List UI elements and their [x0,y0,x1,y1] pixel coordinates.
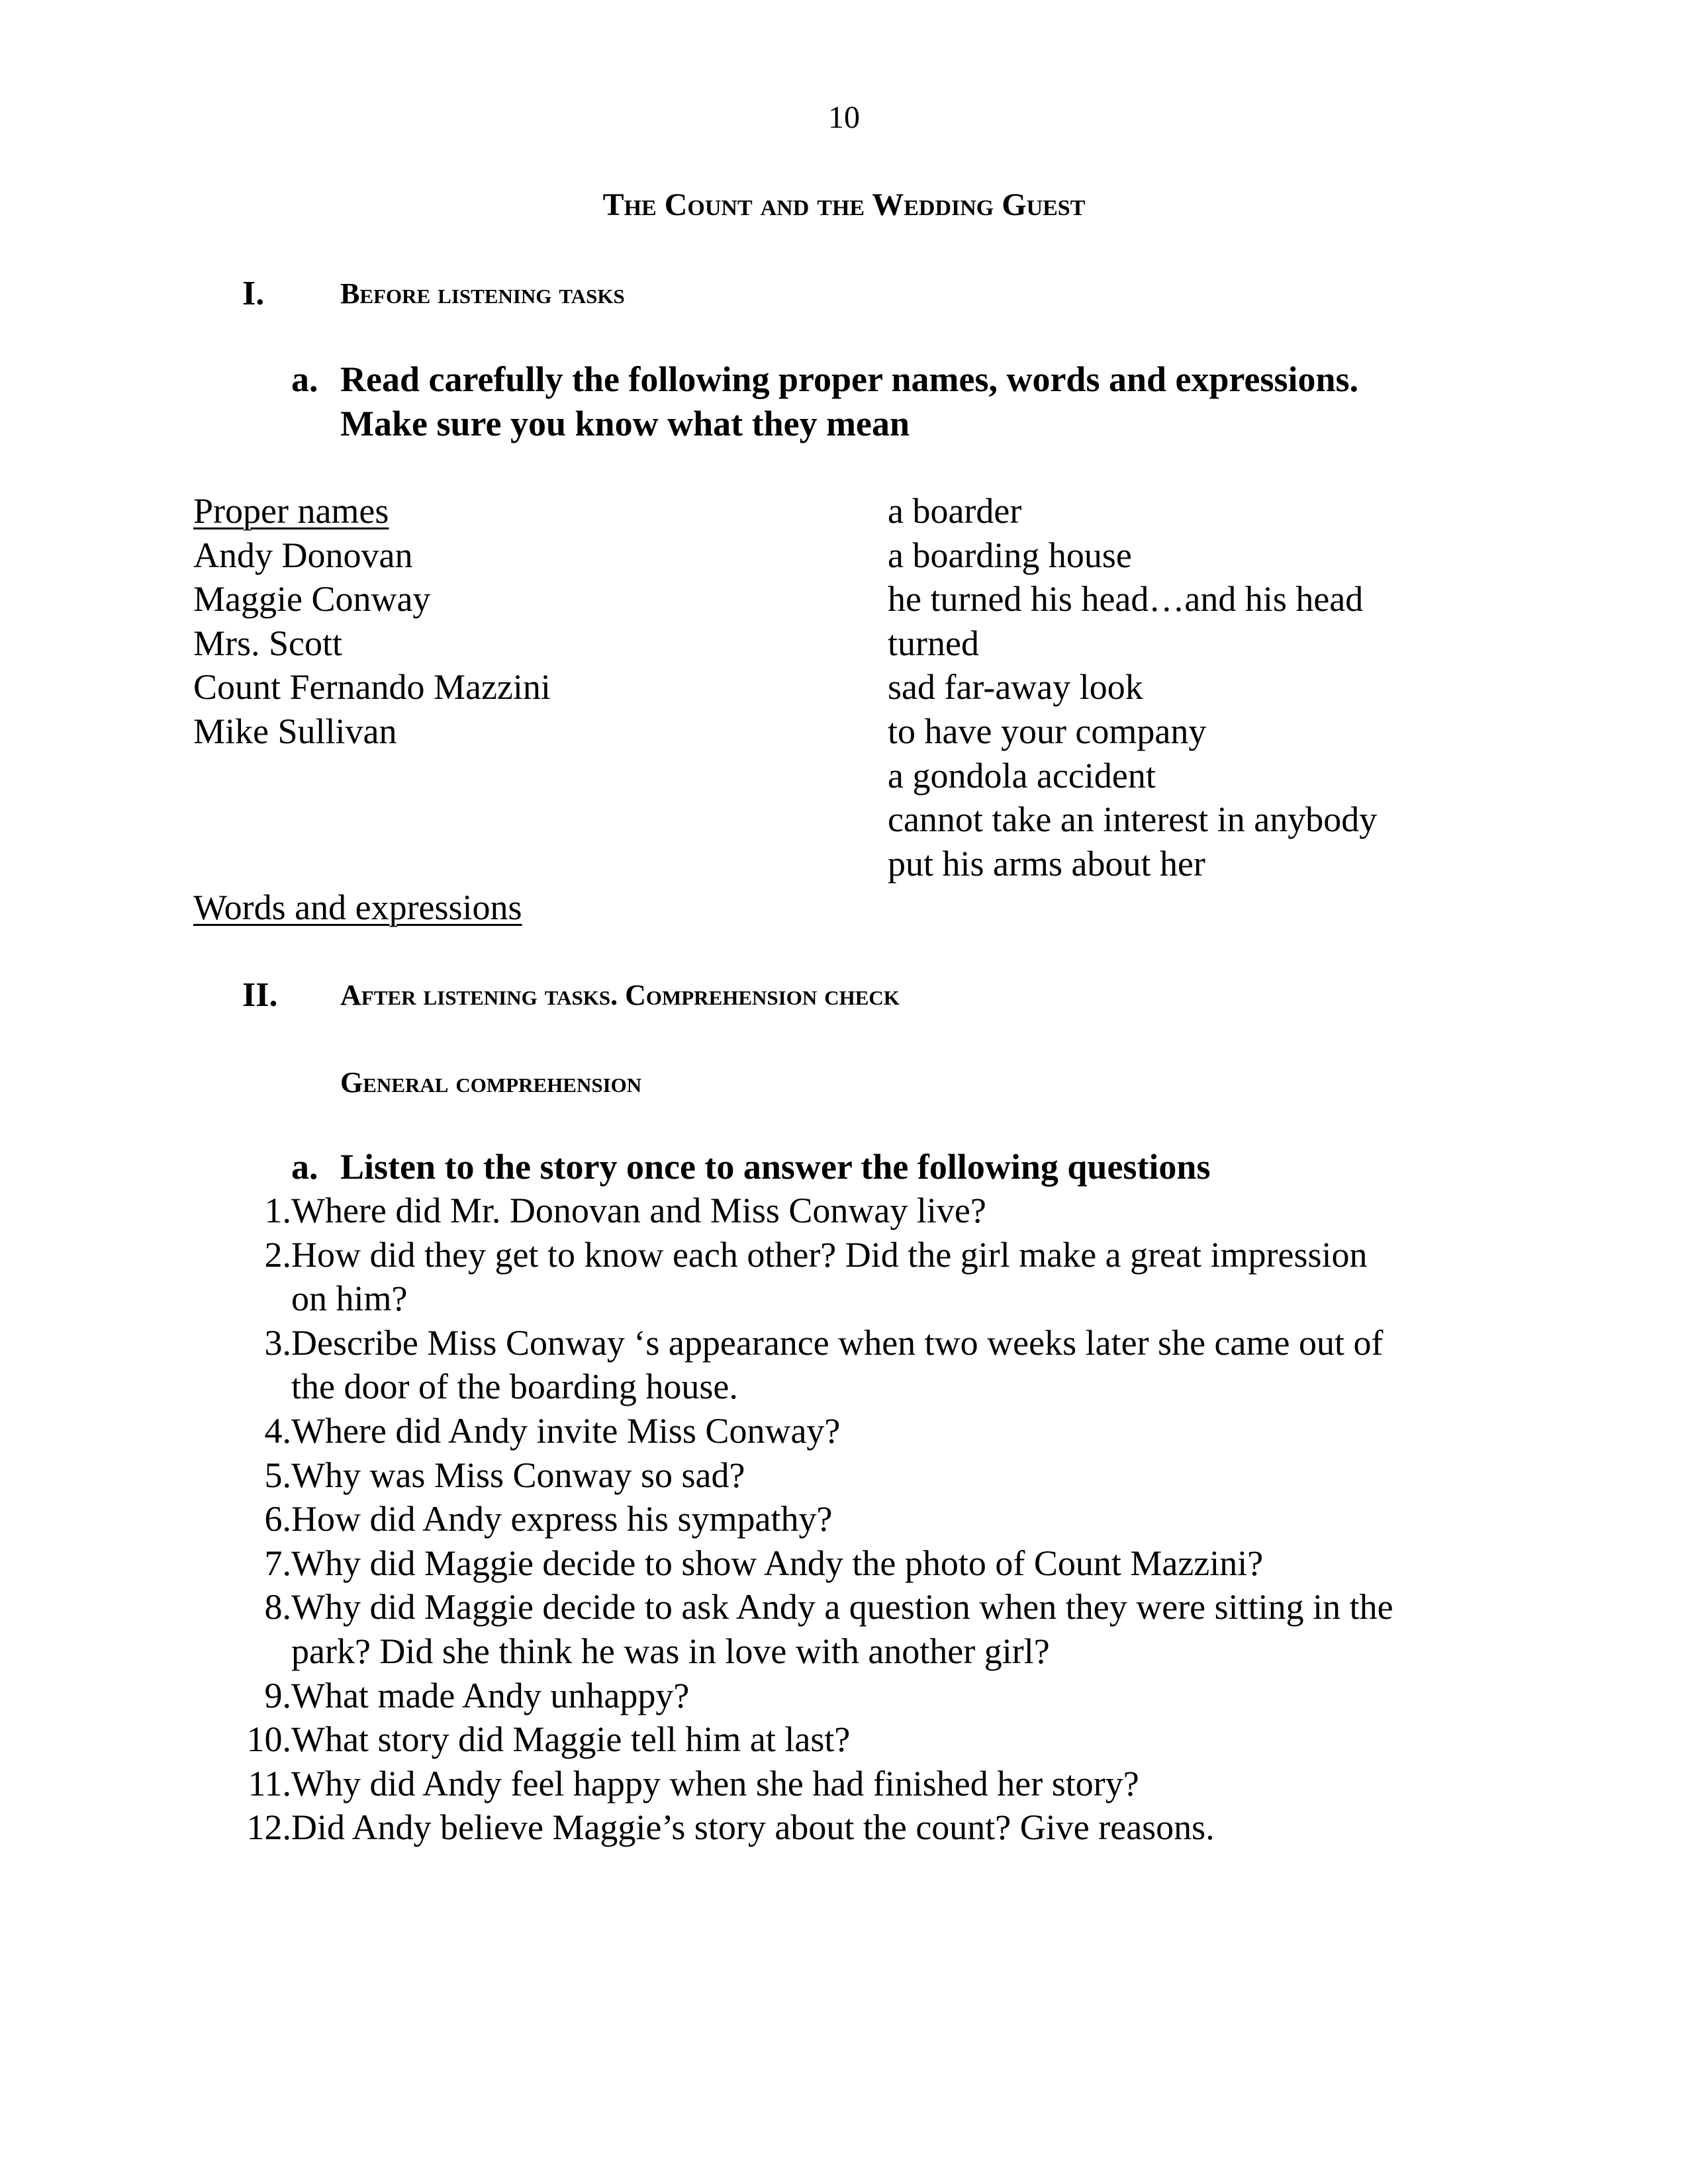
question-text: Why did Maggie decide to show Andy the photo of Count Mazzini? [291,1543,1264,1583]
story-title: The Count and the Wedding Guest [602,187,1086,222]
question-text: Where did Mr. Donovan and Miss Conway live? [291,1191,986,1230]
question-item [236,1805,1493,1850]
question-item [236,1233,1493,1321]
question-number: 5. [264,1455,291,1495]
question-number: 3. [264,1322,291,1363]
proper-name-item: Mike Sullivan [193,711,397,751]
question-item [236,1409,1493,1453]
question-text: Why did Andy feel happy when she had finished her story? [291,1763,1139,1803]
question-item [236,1541,1493,1586]
section-2-heading: After listening tasks. Comprehension check [340,979,900,1011]
question-item [236,1321,1493,1409]
section-2-numeral: II. [242,976,278,1014]
expressions-column [888,489,1377,886]
question-item [236,1717,1493,1762]
question-text: How did they get to know each other? Did the girl make a great impression [291,1234,1368,1275]
question-text: Why was Miss Conway so sad? [291,1455,745,1495]
question-text: Describe Miss Conway ‘s appearance when two weeks later she came out of [291,1322,1383,1363]
question-text-cont: park? Did she think he was in love with another girl? [291,1631,1050,1671]
question-item [236,1674,1493,1718]
proper-names-column [193,489,551,754]
task-1a-letter: a. [291,359,318,399]
words-expressions-heading: Words and expressions [193,887,522,927]
general-comprehension-subheading: General comprehension [340,1066,642,1099]
expression-item: put his arms about her [888,843,1205,884]
expression-item: sad far-away look [888,667,1143,707]
task-2a-letter: a. [291,1147,318,1187]
question-number: 8. [264,1587,291,1627]
expression-item: to have your company [888,711,1207,751]
question-text-cont: on him? [291,1279,408,1319]
proper-name-item: Count Fernando Mazzini [193,667,551,707]
question-text: How did Andy express his sympathy? [291,1499,833,1539]
question-number: 2. [264,1234,291,1275]
task-2a-text: Listen to the story once to answer the following questions [340,1147,1211,1187]
question-text-cont: the door of the boarding house. [291,1367,738,1407]
section-1-heading: Before listening tasks [340,277,625,310]
question-text: Why did Maggie decide to ask Andy a question when they were sitting in the [291,1587,1393,1627]
question-list [236,1189,1493,1850]
question-number: 6. [264,1499,291,1539]
question-number: 10. [246,1719,291,1760]
question-text: Did Andy believe Maggie’s story about the count? Give reasons. [291,1807,1215,1848]
question-item [236,1189,1493,1233]
question-number: 11. [248,1763,291,1803]
question-text: What story did Maggie tell him at last? [291,1719,851,1760]
question-item [236,1762,1493,1806]
expression-item: he turned his head…and his head [888,579,1364,619]
question-number: 12. [246,1807,291,1848]
task-1a-line-1: Read carefully the following proper names, words and expressions. [340,359,1359,399]
question-text: What made Andy unhappy? [291,1675,690,1715]
proper-name-item: Maggie Conway [193,579,431,619]
task-1a-line-2: Make sure you know what they mean [340,404,910,443]
question-number: 1. [264,1191,291,1230]
proper-names-heading: Proper names [193,491,389,531]
question-item [236,1497,1493,1541]
expression-item: a boarding house [888,535,1132,575]
question-item [236,1585,1493,1673]
expression-item: cannot take an interest in anybody [888,799,1378,840]
page-number: 10 [828,100,860,135]
expression-item: a boarder [888,491,1022,531]
question-number: 9. [264,1675,291,1715]
expression-item: turned [888,623,979,663]
proper-name-item: Andy Donovan [193,535,413,575]
expression-item: a gondola accident [888,755,1156,796]
question-text: Where did Andy invite Miss Conway? [291,1410,841,1451]
section-1-numeral: I. [242,275,265,312]
question-number: 4. [264,1410,291,1451]
question-item [236,1453,1493,1498]
question-number: 7. [264,1543,291,1583]
proper-name-item: Mrs. Scott [193,623,343,663]
